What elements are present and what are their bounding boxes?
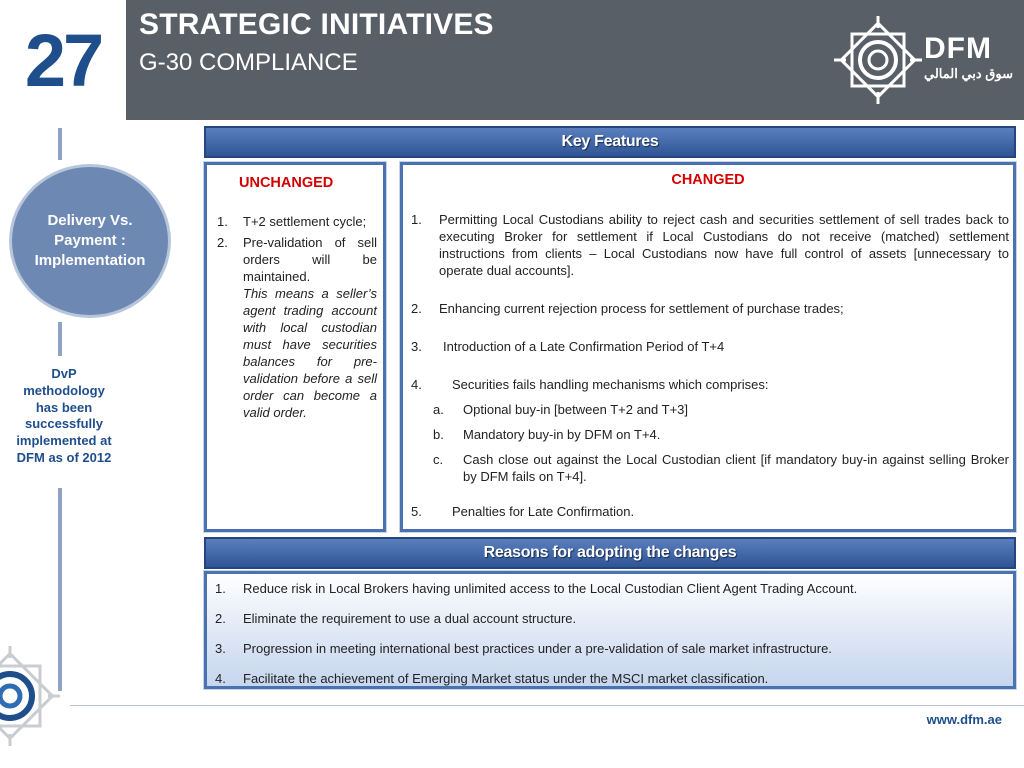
list-item [411,300,1009,317]
list-item-text: Penalties for Late Confirmation. [452,504,635,519]
unchanged-panel [204,162,386,532]
sub-list-item-letter: a. [433,402,444,417]
sub-list-item-letter: c. [433,452,444,467]
list-item-text: Enhancing current rejection process for settlement of purchase trades; [439,301,844,316]
sub-list-item-text: Optional buy-in [between T+2 and T+3] [463,402,689,417]
list-item [411,338,1009,355]
list-item-number: 4. [411,377,422,392]
list-item-number: 2. [215,611,226,626]
list-item-text: T+2 settlement cycle; [243,214,367,229]
list-item-text: Securities fails handling mechanisms which comprises: [452,377,769,392]
side-note: DvP methodology has been successfully implemented at DFM as of 2012 [16,366,112,465]
reasons-bar: Reasons for adopting the changes [204,537,1016,569]
reasons-panel [204,571,1016,689]
list-item [411,503,1009,520]
timeline-line-top [58,128,62,160]
list-item-number: 4. [215,671,226,686]
list-item-text: Reduce risk in Local Brokers having unlimited access to the Local Custodian Client Agent Trading Account. [243,581,858,596]
list-item-note: This means a seller’s agent trading account with local custodian must have securities balances for pre-validation before a sell order can become a valid order. [243,286,377,420]
list-item [411,211,1009,279]
sub-list-item [433,426,1009,443]
list-item-body [243,234,377,421]
list-item-number: 3. [215,641,226,656]
list-item-number: 2. [411,301,422,316]
list-item-number: 1. [217,214,228,229]
changed-sub-list [433,401,1009,485]
dfm-logo-text: DFM [924,32,992,65]
list-item-text: Pre-validation of sell orders will be maintained. [243,235,377,284]
footer-url-link[interactable]: www.dfm.ae [926,712,1002,727]
list-item [215,670,1007,687]
changed-list [411,211,1009,541]
footer-divider [70,705,1024,706]
list-item [411,376,1009,485]
topic-circle [9,164,171,318]
list-item-number: 1. [411,212,422,227]
list-item [215,580,1007,597]
timeline-line-mid [58,322,62,356]
sub-list-item [433,401,1009,418]
list-item [215,610,1007,627]
sub-list-item-text: Cash close out against the Local Custodian client [if mandatory buy-in against selling Broker by DFM fails on T+4]. [463,452,1009,484]
list-item-number: 1. [215,581,226,596]
page-title: STRATEGIC INITIATIVES [139,8,494,41]
unchanged-list [217,213,377,425]
sub-list-item-text: Mandatory buy-in by DFM on T+4. [463,427,661,442]
changed-heading: CHANGED [671,172,745,188]
dfm-logo-arabic: سوق دبي المالي [924,66,1014,81]
list-item-text: Facilitate the achievement of Emerging Market status under the MSCI market classification. [243,671,769,686]
list-item [217,213,377,230]
sub-list-item-letter: b. [433,427,444,442]
list-item-number: 2. [217,235,228,250]
topic-circle-label: Delivery Vs. Payment : Implementation [34,212,146,269]
unchanged-heading: UNCHANGED [239,175,334,191]
list-item [217,234,377,421]
list-item-text: Permitting Local Custodians ability to reject cash and securities settlement of sell trades back to executing Broker for settlement if Local Custodians do not receive (matched) settlement instructions from clients – Local Custodians now have full control of assets [unnecessary to operate dual accounts]. [439,212,1009,278]
list-item-text: Eliminate the requirement to use a dual account structure. [243,611,577,626]
list-item-number: 3. [411,339,422,354]
key-features-bar: Key Features [204,126,1016,158]
list-item-number: 5. [411,504,422,519]
list-item-text: Introduction of a Late Confirmation Period of T+4 [443,339,725,354]
reasons-list [215,580,1007,700]
decorative-emblem-icon [0,640,70,768]
page-subtitle: G-30 COMPLIANCE [139,49,358,76]
slide-number: 27 [0,0,126,120]
sub-list-item [433,451,1009,485]
changed-panel [400,162,1016,532]
list-item-text: Progression in meeting international best practices under a pre-validation of sale market infrastructure. [243,641,832,656]
list-item [215,640,1007,657]
